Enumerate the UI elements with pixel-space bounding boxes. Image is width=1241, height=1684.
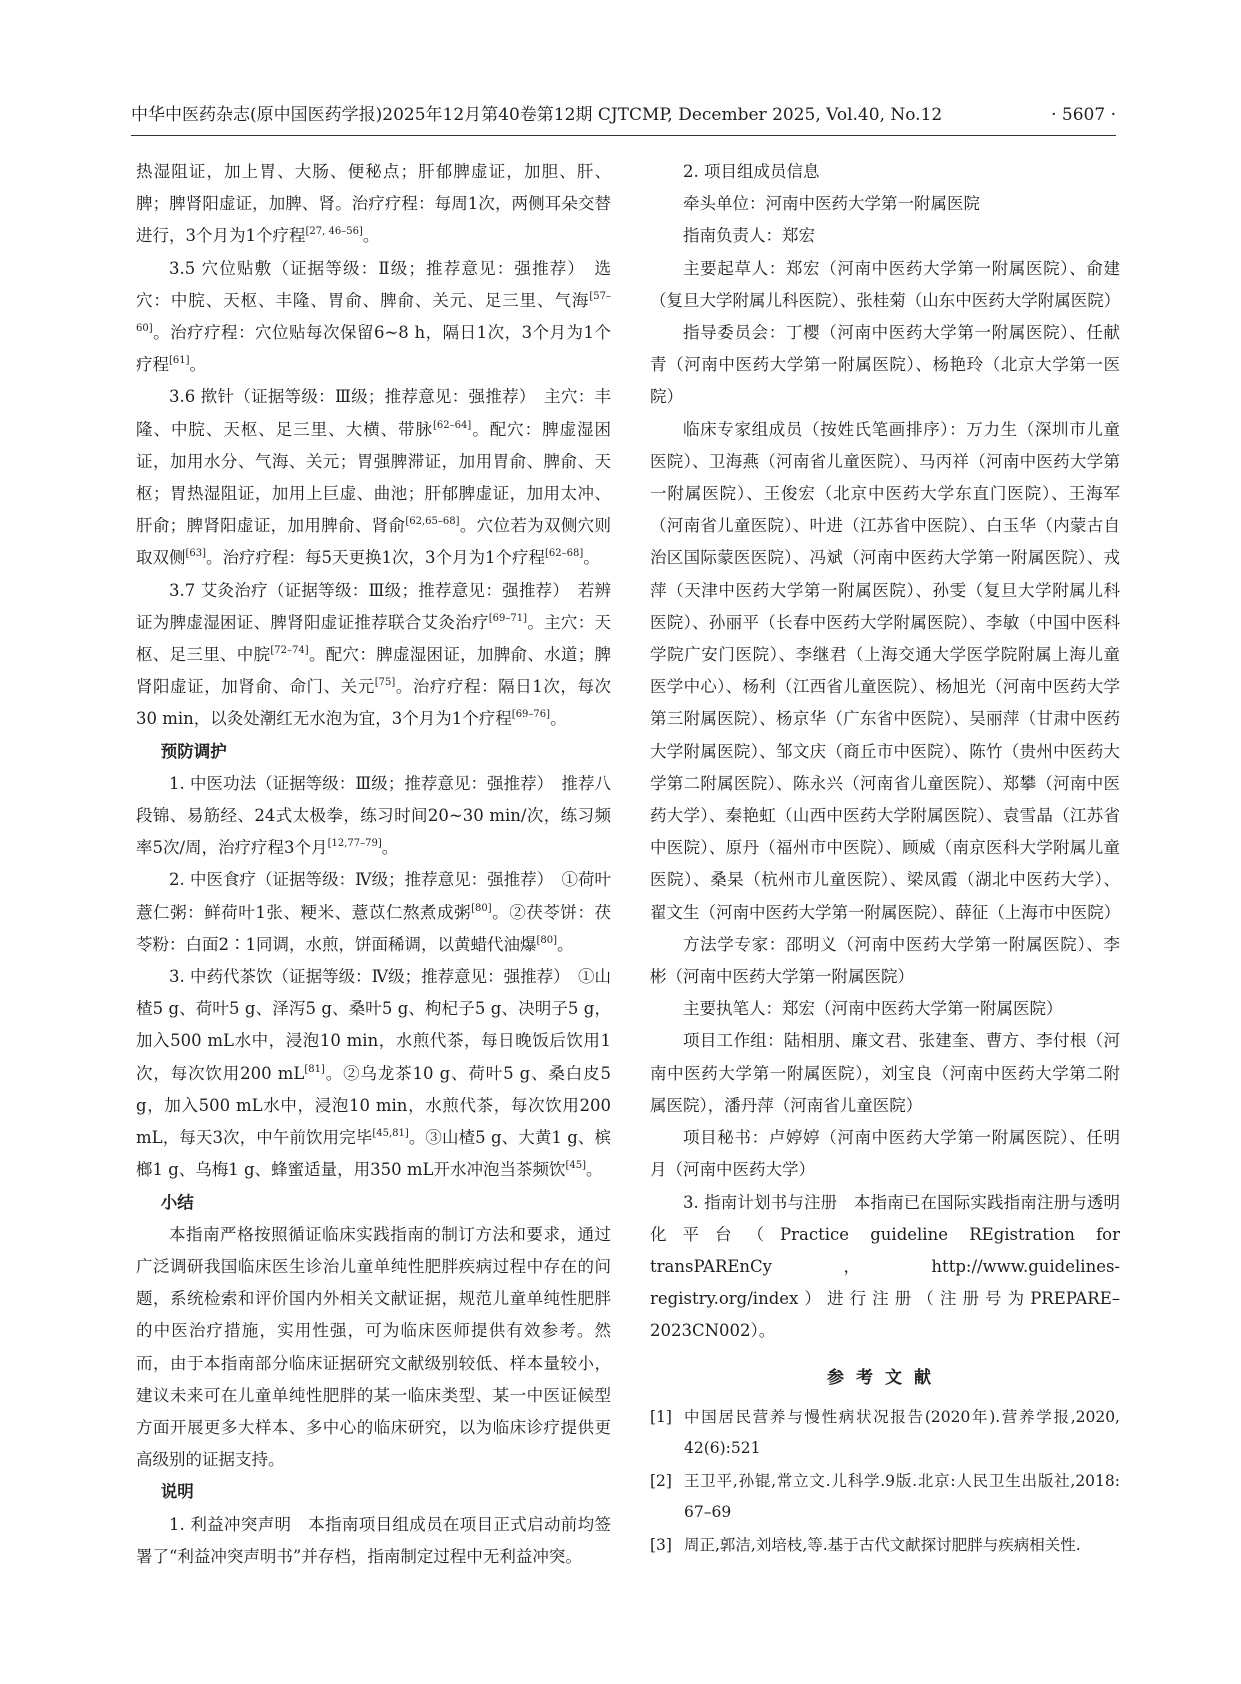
citation[interactable]: [75]	[374, 677, 396, 689]
reference-number: [1]	[650, 1407, 672, 1426]
reference-text: 王卫平,孙锟,常立文.儿科学.9版.北京:人民卫生出版社,2018: 67–69	[684, 1471, 1120, 1521]
reference-item	[650, 1530, 1120, 1561]
heading-summary: 小结	[160, 1192, 194, 1212]
journal-citation: 中华中医药杂志(原中国医药学报)2025年12月第40卷第12期 CJTCMP, December 2025, Vol.40, No.12	[131, 105, 943, 125]
paragraph-summary: 本指南严格按照循证临床实践指南的制订方法和要求，通过广泛调研我国临床医生诊治儿童单纯性肥胖疾病过程中存在的问题，系统检索和评价国内外相关文献证据，规范儿童单纯性肥胖的中医治疗措施，实用性强，可为临床医师提供有效参考。然而，由于本指南部分临床证据研究文献级别较低、样本量较小，建议未来可在儿童单纯性肥胖的某一临床类型、某一中医证候型方面开展更多大样本、多中心的临床研究，以为临床诊疗提供更高级别的证据支持。	[136, 1224, 611, 1470]
section-3-5-acupoint-application: 3.5 穴位贴敷（证据等级：Ⅱ级；推荐意见：强推荐） 选穴：中脘、天枢、丰隆、胃俞、脾俞、关元、足三里、气海[57–60]。治疗疗程：穴位贴每次保留6~8 h，隔日1次，3个月为1个疗程[61]。	[136, 258, 611, 375]
project-working-group: 项目工作组：陆相朋、廉文君、张建奎、曹方、李付根（河南中医药大学第一附属医院），刘宝良（河南中医药大学第二附属医院），潘丹萍（河南省儿童医院）	[650, 1031, 1120, 1115]
citation[interactable]: [62,65–68]	[405, 516, 460, 528]
section-3-6-press-needle: 3.6 揿针（证据等级：Ⅲ级；推荐意见：强推荐） 主穴：丰隆、中脘、天枢、足三里、大横、带脉[62–64]。配穴：脾虚湿困证，加用水分、气海、关元；胃强脾滞证，加用胃俞、脾俞、天枢；胃热湿阻证，加用上巨虚、曲池；肝郁脾虚证，加用太冲、肝俞；脾肾阳虚证，加用脾俞、肾俞[62,65–68]。穴位若为双侧穴则取双侧[63]。治疗疗程：每5天更换1次，3个月为1个疗程[62–68]。	[136, 387, 612, 568]
section-3-7-moxibustion: 3.7 艾灸治疗（证据等级：Ⅲ级；推荐意见：强推荐） 若辨证为脾虚湿困证、脾肾阳虚证推荐联合艾灸治疗[69–71]。主穴：天枢、足三里、中脘[72–74]。配穴：脾虚湿困证，加脾俞、水道；脾肾阳虚证，加肾俞、命门、关元[75]。治疗疗程：隔日1次，每次30 min，以灸处潮红无水泡为宜，3个月为1个疗程[69–76]。	[136, 580, 612, 729]
citation[interactable]: [69–71]	[488, 612, 528, 624]
clinical-expert-group: 临床专家组成员（按姓氏笔画排序）：万力生（深圳市儿童医院）、卫海燕（河南省儿童医院）、马丙祥（河南中医药大学第一附属医院）、王俊宏（北京中医药大学东直门医院）、王海军（河南省儿童医院）、叶进（江苏省中医院）、白玉华（内蒙古自治区国际蒙医医院）、冯斌（河南中医药大学第一附属医院）、戎萍（天津中医药大学第一附属医院）、孙雯（复旦大学附属儿科医院）、孙丽平（长春中医药大学附属医院）、李敏（中国中医科学院广安门医院）、李继君（上海交通大学医学院附属上海儿童医学中心）、杨利（江西省儿童医院）、杨旭光（河南中医药大学第三附属医院）、杨京华（广东省中医院）、吴丽萍（甘肃中医药大学附属医院）、邹文庆（商丘市中医院）、陈竹（贵州中医药大学第二附属医院）、陈永兴（河南省儿童医院）、郑攀（河南中医药大学）、秦艳虹（山西中医药大学附属医院）、袁雪晶（江苏省中医院）、原丹（福州市中医院）、顾威（南京医科大学附属儿童医院）、桑杲（杭州市儿童医院）、梁凤霞（湖北中医药大学）、翟文生（河南中医药大学第一附属医院）、薛征（上海市中医院）	[650, 419, 1121, 922]
reference-item	[650, 1402, 1120, 1464]
lead-unit: 牵头单位：河南中医药大学第一附属医院	[683, 194, 980, 214]
page-number: · 5607 ·	[1051, 105, 1116, 125]
references-heading: 参考文献	[827, 1367, 943, 1388]
steering-committee: 指导委员会：丁樱（河南中医药大学第一附属医院）、任献青（河南中医药大学第一附属医院）、杨艳玲（北京大学第一医院）	[650, 323, 1120, 407]
project-secretary: 项目秘书：卢婷婷（河南中医药大学第一附属医院）、任明月（河南中医药大学）	[650, 1128, 1120, 1180]
guideline-lead: 指南负责人：郑宏	[683, 226, 815, 246]
citation[interactable]: [62–68]	[545, 548, 584, 560]
citation[interactable]: [80]	[536, 934, 558, 946]
citation[interactable]: [27, 46–56]	[305, 226, 363, 238]
citation[interactable]: [72–74]	[270, 645, 309, 657]
reference-text: 中国居民营养与慢性病状况报告(2020年).营养学报,2020, 42(6):521	[684, 1407, 1120, 1457]
citation[interactable]: [81]	[304, 1063, 325, 1075]
citation[interactable]: [80]	[471, 902, 492, 914]
left-column	[136, 156, 611, 1573]
reference-text: 周正,郭洁,刘培枝,等.基于古代文献探讨肥胖与疾病相关性.	[684, 1535, 1081, 1554]
registration-statement: 3. 指南计划书与注册 本指南已在国际实践指南注册与透明化平台（Practice guideline REgistration for transPAREnCy，http://www.guidelines-registry.org/index）进行注册（注册号为PREPARE–2023CN002）。	[650, 1192, 1120, 1341]
citation[interactable]: [45]	[565, 1160, 586, 1172]
main-drafters: 主要起草人：郑宏（河南中医药大学第一附属医院）、俞建（复旦大学附属儿科医院）、张桂菊（山东中医药大学附属医院）	[650, 258, 1121, 310]
heading-prevention: 预防调护	[160, 741, 227, 761]
paragraph-herbal-tea: 3. 中药代茶饮（证据等级：Ⅳ级；推荐意见：强推荐） ①山楂5 g、荷叶5 g、泽泻5 g、桑叶5 g、枸杞子5 g、决明子5 g，加入500 mL水中，浸泡10 min，水煎代茶，每日晚饭后饮用1次，每次饮用200 mL[81]。②乌龙茶10 g、荷叶5 g、桑白皮5 g，加入500 mL水中，浸泡10 min，水煎代茶，每次饮用200 mL，每天3次，中午前饮用完毕[45,81]。③山楂5 g、大黄1 g、槟榔1 g、乌梅1 g、蜂蜜适量，用350 mL开水冲泡当茶频饮[45]。	[136, 967, 611, 1180]
heading-team-info: 2. 项目组成员信息	[683, 162, 820, 181]
running-header	[131, 100, 1116, 130]
paragraph-tcm-exercise: 1. 中医功法（证据等级：Ⅲ级；推荐意见：强推荐） 推荐八段锦、易筋经、24式太极拳，练习时间20~30 min/次，练习频率5次/周，治疗疗程3个月[12,77–79]。	[136, 773, 611, 858]
citation[interactable]: [63]	[185, 548, 207, 560]
paragraph-auricular: 热湿阻证，加上胃、大肠、便秘点；肝郁脾虚证，加胆、肝、脾；脾肾阳虚证，加脾、肾。治疗疗程：每周1次，两侧耳朵交替进行，3个月为1个疗程[27, 46–56]。	[136, 162, 611, 246]
paragraph-conflict-of-interest: 1. 利益冲突声明 本指南项目组成员在项目正式启动前均签署了“利益冲突声明书”并存档，指南制定过程中无利益冲突。	[136, 1514, 611, 1566]
header-divider	[131, 135, 1116, 136]
paragraph-tcm-diet: 2. 中医食疗（证据等级：Ⅳ级；推荐意见：强推荐） ①荷叶薏仁粥：鲜荷叶1张、粳米、薏苡仁熬煮成粥[80]。②茯苓饼：茯苓粉：白面2∶1同调，水煎，饼面稀调，以黄蜡代油爆[80]。	[136, 870, 612, 954]
citation[interactable]: [69–76]	[511, 709, 551, 721]
citation[interactable]: [61]	[169, 355, 190, 367]
heading-notes: 说明	[160, 1482, 194, 1502]
methodology-experts: 方法学专家：邵明义（河南中医药大学第一附属医院）、李彬（河南中医药大学第一附属医院）	[650, 934, 1120, 987]
main-writer: 主要执笔人：郑宏（河南中医药大学第一附属医院）	[683, 999, 1063, 1019]
reference-number: [3]	[650, 1535, 672, 1554]
citation[interactable]: [12,77–79]	[327, 838, 382, 850]
reference-number: [2]	[650, 1471, 672, 1490]
citation[interactable]: [45,81]	[372, 1128, 409, 1140]
citation[interactable]: [62–64]	[432, 419, 472, 431]
citation[interactable]: [57–60]	[136, 290, 611, 335]
reference-item	[650, 1466, 1120, 1528]
right-column	[650, 156, 1120, 1563]
